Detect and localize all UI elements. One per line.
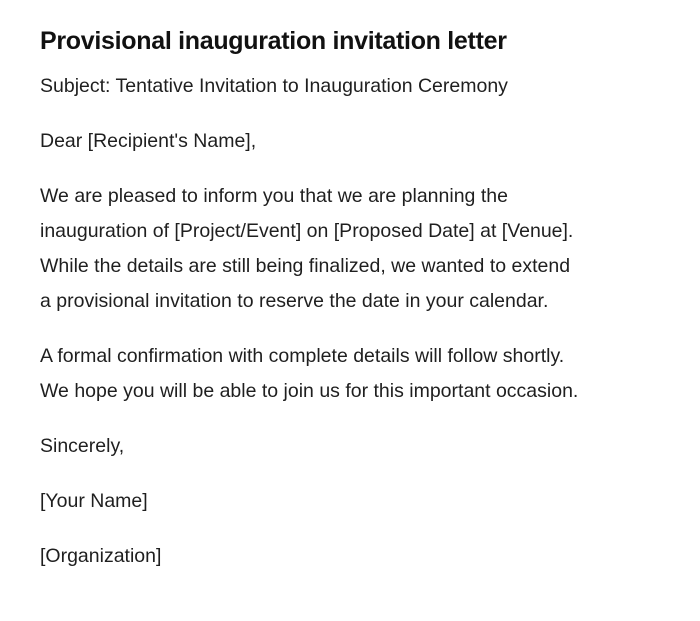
body-paragraph-1-line: a provisional invitation to reserve the date in your calendar. xyxy=(40,290,549,312)
body-paragraph-1 xyxy=(40,179,660,319)
body-paragraph-2 xyxy=(40,339,660,409)
body-paragraph-1-line: We are pleased to inform you that we are planning the xyxy=(40,185,508,207)
signature-organization: [Organization] xyxy=(40,545,162,567)
signature-name: [Your Name] xyxy=(40,490,148,512)
body-paragraph-1-line: While the details are still being finalized, we wanted to extend xyxy=(40,255,571,277)
body-paragraph-2-line: A formal confirmation with complete details will follow shortly. xyxy=(40,345,565,367)
body-paragraph-1-line: inauguration of [Project/Event] on [Proposed Date] at [Venue]. xyxy=(40,220,574,242)
body-paragraph-2-line: We hope you will be able to join us for this important occasion. xyxy=(40,380,579,402)
letter xyxy=(40,24,660,574)
letter-greeting: Dear [Recipient's Name], xyxy=(40,130,257,152)
letter-title: Provisional inauguration invitation letter xyxy=(40,27,507,55)
letter-closing: Sincerely, xyxy=(40,435,125,457)
letter-subject: Subject: Tentative Invitation to Inauguration Ceremony xyxy=(40,75,508,97)
